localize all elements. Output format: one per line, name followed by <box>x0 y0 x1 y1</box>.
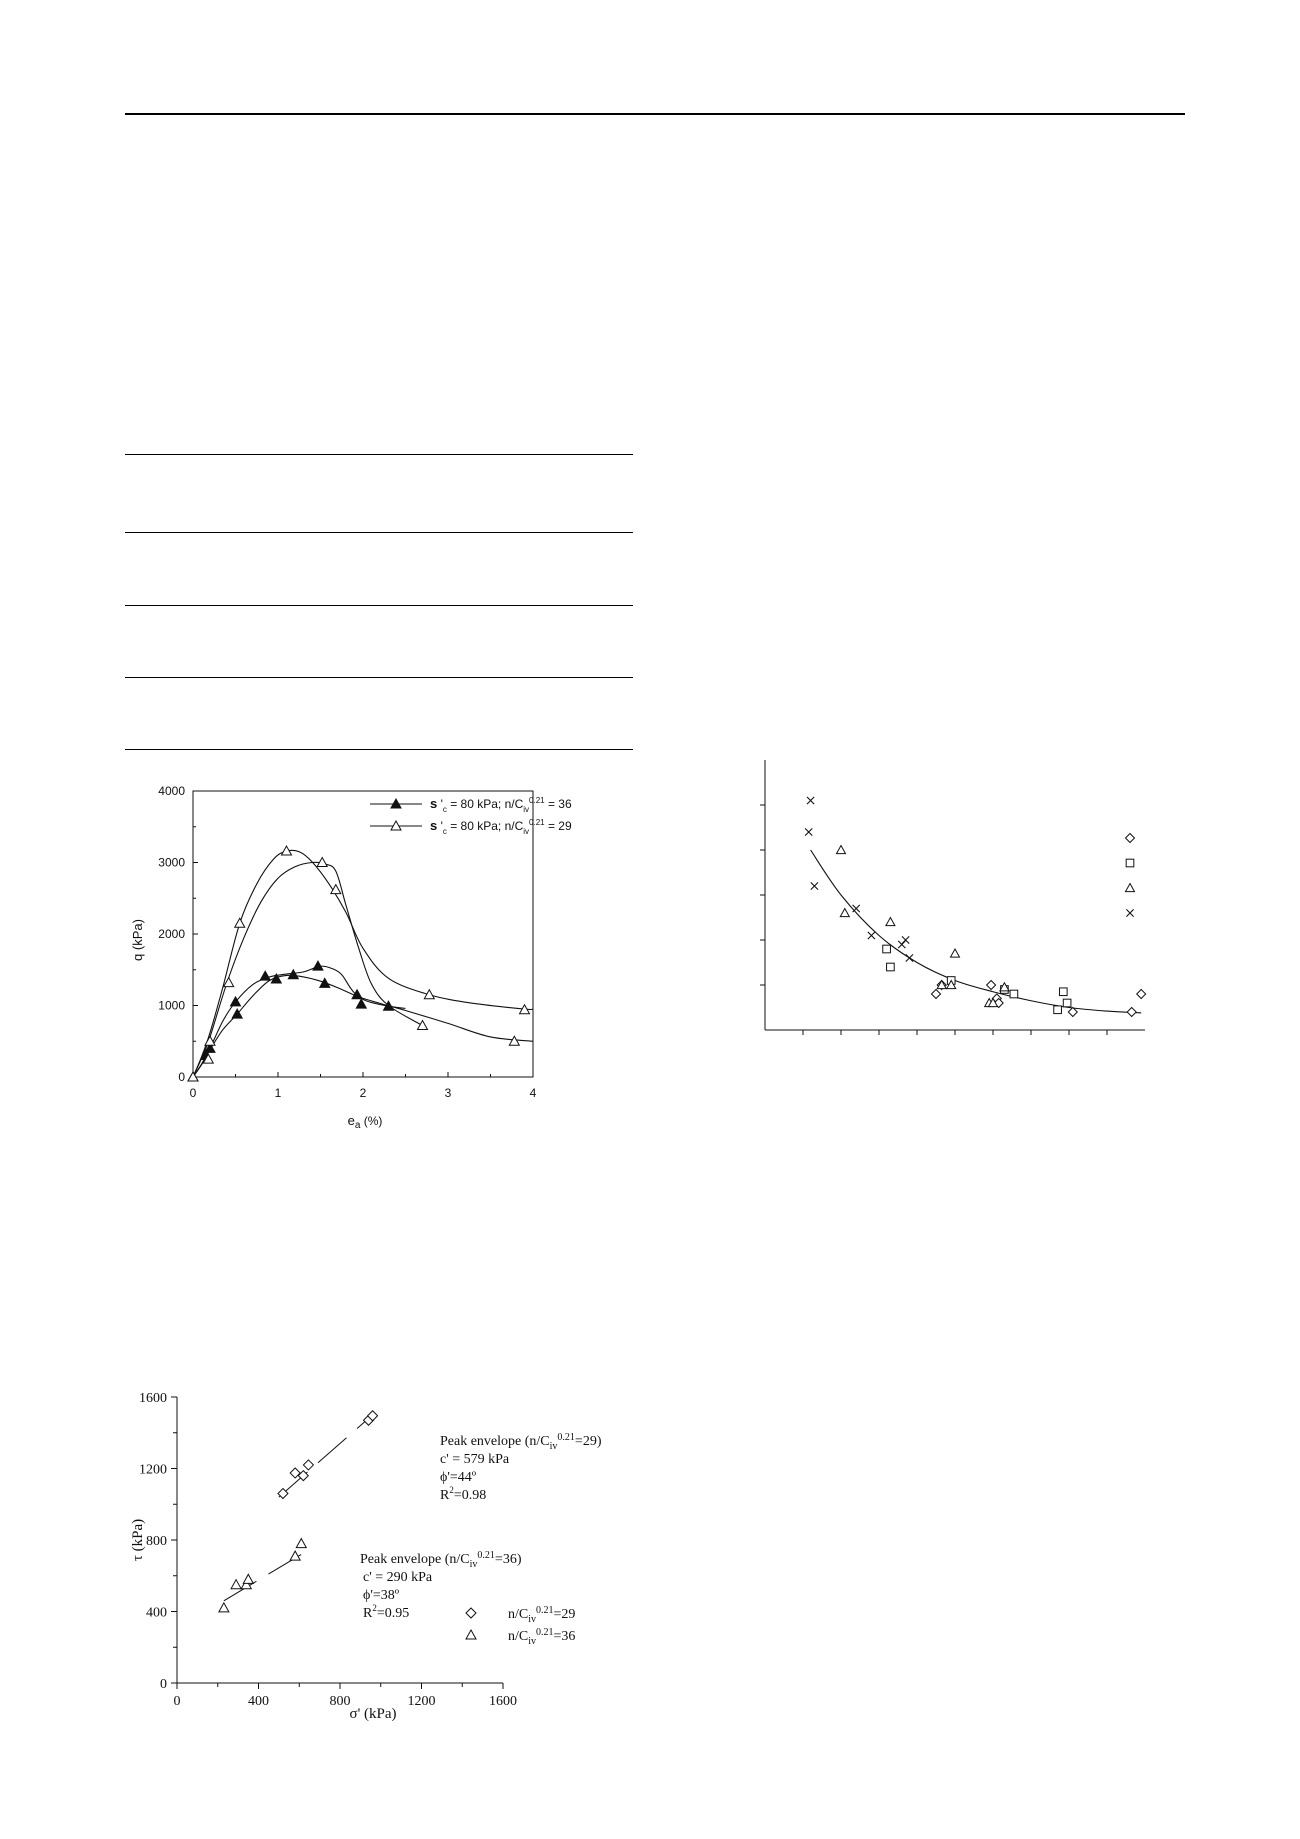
series-curve-0 <box>193 966 406 1077</box>
y-tick-label: 1600 <box>139 1391 167 1406</box>
data-point-0 <box>320 978 330 987</box>
legend-entry-36: $n/C_{iv}^{0.21}=36$ <box>508 1627 576 1647</box>
y-tick-label: 800 <box>146 1534 167 1549</box>
svg-text:ϕ'=38º: ϕ'=38º <box>363 1588 400 1603</box>
data-point-3 <box>902 936 909 943</box>
legend-marker-open-triangle <box>1126 884 1135 892</box>
data-point-1 <box>1063 999 1071 1007</box>
data-point-2 <box>886 918 895 926</box>
parameter-scatter-axes <box>760 760 1145 1035</box>
svg-text:ϕ'=44º: ϕ'=44º <box>440 1470 477 1485</box>
envelope-annotation-29 <box>440 1432 602 1503</box>
series-curve-1 <box>193 850 533 1077</box>
data-point-0 <box>303 1460 313 1470</box>
legend-entry-29: $n/C_{iv}^{0.21}=29$ <box>508 1605 576 1625</box>
failure-envelope-points <box>219 1411 378 1612</box>
legend-marker-cross <box>1126 909 1133 916</box>
y-tick-label: 2000 <box>158 927 185 941</box>
svg-text:R2=0.95: $R^2=0.95$ <box>363 1603 410 1621</box>
envelope-line-0 <box>279 1413 375 1497</box>
data-point-3 <box>807 797 814 804</box>
svg-text:R2=0.98: $R^2=0.98$ <box>440 1485 487 1503</box>
x-tick-label: 2 <box>359 1086 367 1100</box>
x-axis-label: σ' (kPa) <box>349 1706 397 1722</box>
stress-strain-legend <box>370 796 572 836</box>
x-tick-label: 1600 <box>489 1694 517 1709</box>
y-tick-label: 1000 <box>158 998 185 1013</box>
fit-curve <box>811 850 1142 1013</box>
parameter-scatter-fit <box>811 850 1142 1013</box>
data-point-0 <box>260 971 270 980</box>
data-point-1 <box>231 1580 241 1589</box>
legend-marker-open-square <box>1126 859 1134 867</box>
table-rule-2 <box>125 532 633 533</box>
table-rule-5 <box>125 749 633 750</box>
failure-envelope-lines <box>224 1413 375 1601</box>
data-point-1 <box>1059 988 1067 996</box>
data-point-0 <box>932 990 941 999</box>
parameter-scatter-chart <box>755 755 1155 1035</box>
y-tick-label: 0 <box>178 1070 185 1084</box>
data-point-2 <box>837 846 846 854</box>
data-point-1 <box>1054 1006 1062 1014</box>
x-tick-label: 0 <box>173 1694 181 1709</box>
data-point-0 <box>987 981 996 990</box>
failure-envelope-chart <box>120 1385 660 1725</box>
data-point-1 <box>883 945 891 953</box>
x-tick-label: 0 <box>189 1086 197 1100</box>
header-rule <box>125 113 1185 115</box>
data-point-3 <box>853 905 860 912</box>
parameter-scatter-points <box>805 797 1146 1017</box>
data-point-0 <box>1127 1008 1136 1017</box>
legend-entry-29: s '$_c = 80$ kPa; $n/C_{iv}^{0.21} = 29$ <box>430 818 572 836</box>
x-axis-label: $e_a$ (%) <box>347 1113 383 1131</box>
data-point-2 <box>951 949 960 957</box>
data-point-3 <box>811 882 818 889</box>
svg-text:Peak envelope (n/Civ0.21=36): Peak envelope $(n/C_{iv}^{0.21}=36)$ <box>360 1550 522 1570</box>
legend-marker-open-diamond <box>1126 834 1135 843</box>
table-rule-4 <box>125 677 633 678</box>
data-point-1 <box>1010 990 1018 998</box>
data-point-1 <box>243 1574 253 1583</box>
stress-strain-markers <box>188 846 530 1081</box>
y-axis-label: q (kPa) <box>130 919 145 961</box>
x-tick-label: 800 <box>329 1694 351 1709</box>
y-tick-label: 400 <box>146 1605 167 1621</box>
plot-frame <box>193 791 533 1077</box>
svg-text:Peak envelope (n/Civ0.21=29): Peak envelope $(n/C_{iv}^{0.21}=29)$ <box>440 1432 602 1452</box>
stress-strain-chart <box>120 770 640 1140</box>
x-tick-label: 3 <box>444 1086 452 1100</box>
data-point-1 <box>887 963 895 971</box>
data-point-1 <box>418 1021 428 1030</box>
table-rule-1 <box>125 454 633 455</box>
failure-envelope-legend <box>466 1605 575 1647</box>
data-point-3 <box>868 932 875 939</box>
stress-strain-axes <box>193 791 533 1077</box>
series-curve-0 <box>193 975 533 1077</box>
x-tick-label: 1200 <box>407 1694 436 1709</box>
y-axis-label: τ (kPa) <box>130 1518 146 1562</box>
data-point-3 <box>906 954 913 961</box>
y-tick-label: 3000 <box>158 855 185 870</box>
data-point-1 <box>219 1603 229 1612</box>
data-point-1 <box>509 1036 519 1045</box>
y-tick-label: 4000 <box>158 784 185 798</box>
legend-entry-36: s '$_c = 80$ kPa; $n/C_{iv}^{0.21} = 36$ <box>430 796 572 814</box>
legend-marker-open-triangle <box>466 1630 476 1639</box>
data-point-3 <box>805 828 812 835</box>
svg-text:c' = 290 kPa: c' = 290 kPa <box>363 1570 433 1585</box>
data-point-1 <box>235 918 245 927</box>
data-point-1 <box>296 1539 306 1548</box>
data-point-0 <box>288 970 298 979</box>
envelope-annotation-36 <box>360 1550 522 1621</box>
data-point-0 <box>1137 990 1146 999</box>
svg-text:c' = 579 kPa: c' = 579 kPa <box>440 1452 510 1467</box>
x-tick-label: 4 <box>529 1086 537 1100</box>
y-tick-label: 0 <box>160 1677 167 1692</box>
x-tick-label: 1 <box>274 1086 282 1100</box>
y-tick-label: 1200 <box>139 1462 167 1478</box>
stress-strain-curves <box>193 850 533 1077</box>
x-tick-label: 400 <box>248 1694 269 1709</box>
parameter-scatter-legend <box>1126 834 1135 917</box>
legend-marker-open-diamond <box>466 1608 476 1618</box>
data-point-2 <box>840 909 849 917</box>
table-rule-3 <box>125 605 633 606</box>
